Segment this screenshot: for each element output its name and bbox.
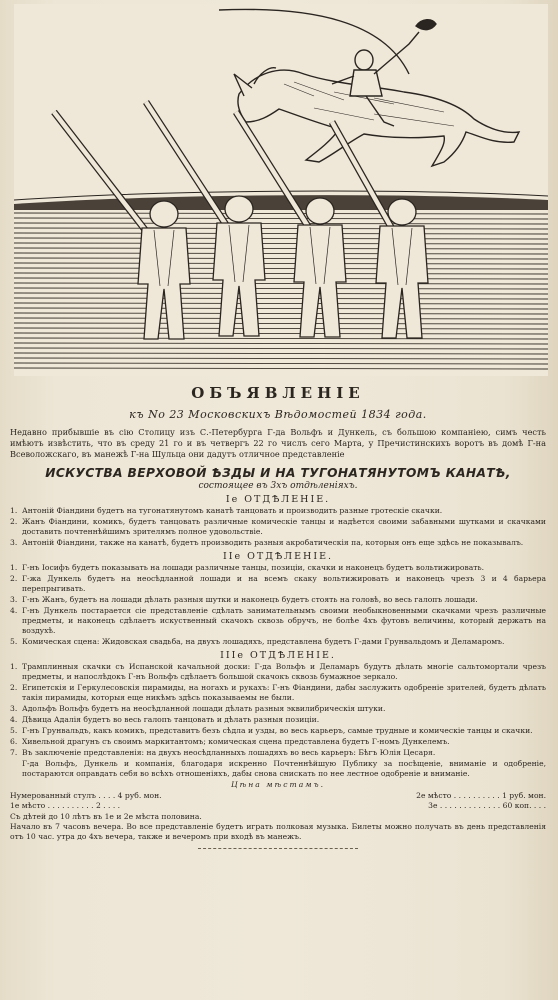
item-text: Г-нъ Дункель постарается сіе представленіе сдѣлать занимательнымъ своими необыкновенными скачками чрезъ различные предметы, и наконецъ сдѣлаетъ искуственный скачокъ сквозь обручъ, не болѣе 4хъ футовъ величины, который держатъ на воздухѣ.: [22, 606, 546, 635]
item-text: Г-нъ Жанъ, будетъ на лошади дѣлать разныя шутки и наконецъ будетъ стоять на головѣ, во весь галопъ лошади.: [22, 595, 478, 604]
program-item: [10, 715, 546, 725]
item-text: Комическая сцена: Жидовская свадьба, на двухъ лошадяхъ, представлена будетъ Г-дами Грунвальдомъ и Деламаромъ.: [22, 637, 505, 646]
program-item: [10, 517, 546, 537]
woodcut-illustration: [14, 4, 548, 376]
price-row: [10, 801, 546, 811]
program-item: [10, 748, 546, 758]
program-item: [10, 506, 546, 516]
program-item: [10, 637, 546, 647]
item-number: 5.: [10, 726, 18, 735]
program-item: [10, 726, 546, 736]
item-number: 4.: [10, 606, 18, 615]
section-title: IIе ОТДѢЛЕНІЕ.: [222, 551, 334, 562]
item-number: 2.: [10, 517, 18, 526]
item-number: 6.: [10, 737, 18, 746]
price-table: [10, 791, 546, 811]
item-number: 2.: [10, 574, 18, 583]
section-title: IIIе ОТДѢЛЕНІЕ.: [220, 650, 336, 661]
program-item: [10, 683, 546, 703]
item-text: Адольфъ Вольфъ будетъ на неосѣдланной лошади дѣлать разныя эквилибрическія штуки.: [22, 704, 386, 713]
program-item: [10, 595, 546, 605]
prices-note: Съ дѣтей до 10 лѣтъ въ 1е и 2е мѣста половина.: [10, 812, 202, 821]
item-number: 4.: [10, 715, 18, 724]
item-number: 3.: [10, 538, 18, 547]
price-row: [10, 791, 546, 801]
item-text: Г-жа Дункель будетъ на неосѣдланной лошади и на всемъ скаку вольтижировать и наконецъ чрезъ 3 и 4 барьера перепрыгивать.: [22, 574, 546, 593]
item-text: Египетскія и Геркулесовскія пирамиды, на ногахъ и рукахъ: Г-нъ Фіандини, дабы заслужить одобреніе зрителей, будетъ дѣлать такія пирамиды, которыя еще никѣмъ здѣсь показываемы не были.: [22, 683, 546, 702]
price-left: 1е мѣсто . . . . . . . . . . 2 . . . .: [10, 801, 121, 810]
announcement-text: [10, 380, 546, 849]
closing-paragraph: Г-да Вольфъ, Дункель и компанія, благодаря искренно Почтеннѣйшую Публику за посѣщеніе, вниманіе и одобреніе, постараются оправдать себя во всѣхъ отношеніяхъ, дабы снова снискать по нее лестное одобреніе и вниманіе.: [22, 759, 546, 778]
item-text: Трамплинныя скачки съ Испанской качальной доски: Г-да Вольфъ и Деламаръ будутъ дѣлать многіе сальтомортали чрезъ предметы, и напослѣдокъ Г-нъ Вольфъ сдѣлаетъ большой скачокъ сквозь бумажное зеркало.: [22, 662, 546, 681]
prices-title: Цѣна мѣстамъ.: [230, 780, 325, 789]
item-number: 1.: [10, 506, 18, 515]
program-item: [10, 737, 546, 747]
program-item: [10, 606, 546, 636]
item-number: 1.: [10, 662, 18, 671]
item-number: 7.: [10, 748, 18, 757]
bottom-divider: [198, 848, 358, 849]
item-number: 5.: [10, 637, 18, 646]
item-text: Жанъ Фіандини, комикъ, будетъ танцовать различные комическіе танцы и надѣется своими забавными шутками и скачками доставить почтеннѣйшимъ зрителямъ полное удовольствіе.: [22, 517, 546, 536]
price-right: 2е мѣсто . . . . . . . . . . 1 руб. мон.: [416, 791, 546, 800]
program-item: [10, 538, 546, 548]
price-right: 3е . . . . . . . . . . . . . 60 коп. . . .: [428, 801, 546, 810]
program-item: [10, 704, 546, 714]
program-item: [10, 563, 546, 573]
item-number: 1.: [10, 563, 18, 572]
poster-title: ОБЪЯВЛЕНІЕ: [191, 384, 365, 402]
performance-headline: ИСКУСТВА ВЕРХОВОЙ ѢЗДЫ И НА ТУГОНАТЯНУТОМЪ КАНАТѢ,: [45, 466, 511, 480]
price-left: Нумерованный стулъ . . . . 4 руб. мон.: [10, 791, 162, 800]
item-text: Антоній Фіандини, также на канатѣ, будетъ производить разныя акробатическія па, которыя онъ еще здѣсь не показывалъ.: [22, 538, 524, 547]
item-text: Г-нъ Грунвальдъ, какъ комикъ, представитъ безъ сѣдла и узды, во весь карьеръ, самые трудные и комическіе танцы и скачки.: [22, 726, 533, 735]
section-title: Iе ОТДѢЛЕНІЕ.: [225, 494, 331, 505]
item-text: Дѣвица Адалія будетъ во весь галопъ танцовать и дѣлать разныя позиціи.: [22, 715, 320, 724]
item-text: Въ заключеніе представленія: на двухъ неосѣдланныхъ лошадяхъ во весь карьеръ: Бѣгъ Юлія Цесаря.: [22, 748, 436, 757]
intro-paragraph: Недавно прибывшіе въ сію Столицу изъ С.-Петербурга Г-да Вольфъ и Дункель, съ большою компаніею, симъ честь имѣютъ извѣстить, что въ среду 21 го и въ четвергъ 22 го числъ сего Марта, у Пречистинскихъ воротъ въ домѣ Г-на Всеволожскаго, въ манежѣ Г-на Шульца они дадутъ отличное представленіе: [10, 427, 546, 459]
item-number: 3.: [10, 595, 18, 604]
item-text: Г-нъ Іосифъ будетъ показывать на лошади различные танцы, позиціи, скачки и наконецъ будетъ вольтижировать.: [22, 563, 485, 572]
item-number: 2.: [10, 683, 18, 692]
program-item: [10, 662, 546, 682]
program-sections: [10, 494, 546, 758]
poster-subtitle: къ No 23 Московскихъ Вѣдомостей 1834 года.: [129, 408, 427, 421]
item-number: 3.: [10, 704, 18, 713]
parts-note: состоящее въ 3хъ отдѣленіяхъ.: [198, 481, 358, 491]
item-text: Хивельной драгунъ съ своимъ маркитантомъ; комическая сцена представлена будетъ Г-номъ Дункелемъ.: [22, 737, 450, 746]
program-item: [10, 574, 546, 594]
item-text: Антоній Фіандини будетъ на тугонатянутомъ канатѣ танцовать и производить разные гротескіе скачки.: [22, 506, 443, 515]
footer-paragraph: Начало въ 7 часовъ вечера. Во все представленіе будетъ играть полковая музыка. Билеты можно получать въ день представленія отъ 10 час. утра до 4хъ вечера, также и вечеромъ при входѣ въ манежъ.: [10, 822, 546, 841]
